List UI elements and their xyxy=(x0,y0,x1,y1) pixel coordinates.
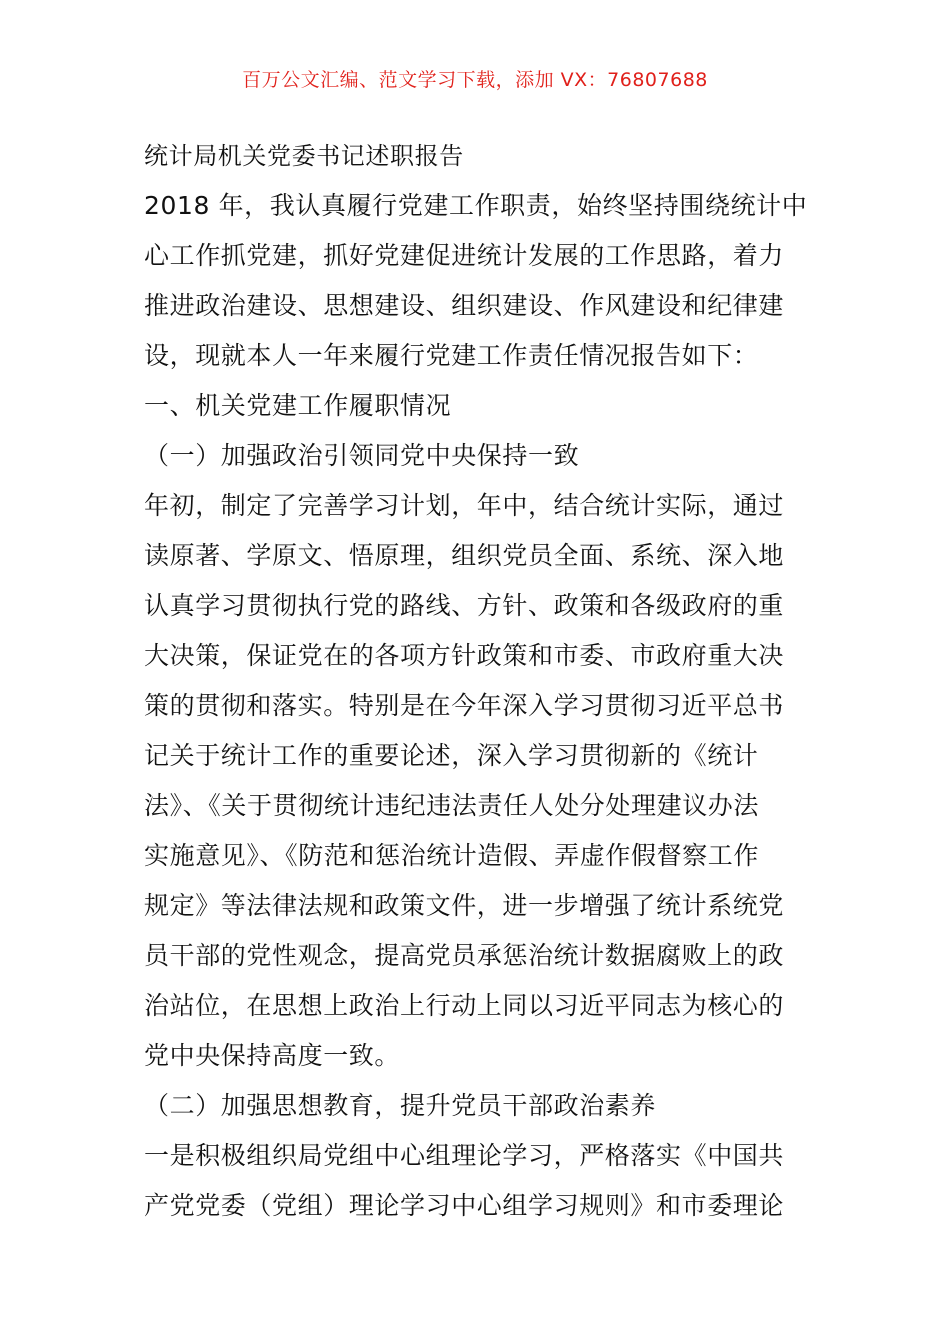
paragraph-line: 党中央保持高度一致。 xyxy=(144,1041,401,1070)
paragraph-line: 认真学习贯彻执行党的路线、方针、政策和各级政府的重 xyxy=(144,591,785,620)
document-body xyxy=(144,131,808,1231)
paragraph-line: 策的贯彻和落实。特别是在今年深入学习贯彻习近平总书 xyxy=(144,691,785,720)
paragraph-line: 治站位，在思想上政治上行动上同以习近平同志为核心的 xyxy=(144,991,785,1020)
section-heading: 一、机关党建工作履职情况 xyxy=(144,391,452,420)
paragraph-line: 产党党委（党组）理论学习中心组学习规则》和市委理论 xyxy=(144,1191,785,1220)
paragraph-line: 心工作抓党建，抓好党建促进统计发展的工作思路，着力 xyxy=(144,241,785,270)
paragraph-line: 年初，制定了完善学习计划，年中，结合统计实际，通过 xyxy=(144,491,785,520)
download-banner: 百万公文汇编、范文学习下载，添加 VX：76807688 xyxy=(242,69,708,91)
document-title: 统计局机关党委书记述职报告 xyxy=(144,142,464,170)
paragraph-line: 2018 年，我认真履行党建工作职责，始终坚持围绕统计中 xyxy=(144,191,808,220)
subsection-heading: （二）加强思想教育，提升党员干部政治素养 xyxy=(144,1091,657,1120)
paragraph-line: 读原著、学原文、悟原理，组织党员全面、系统、深入地 xyxy=(144,541,785,570)
paragraph-line: 设，现就本人一年来履行党建工作责任情况报告如下： xyxy=(144,341,759,370)
paragraph-line: 法》、《关于贯彻统计违纪违法责任人处分处理建议办法 xyxy=(144,791,760,820)
paragraph-line: 推进政治建设、思想建设、组织建设、作风建设和纪律建 xyxy=(144,291,785,320)
paragraph-line: 大决策，保证党在的各项方针政策和市委、市政府重大决 xyxy=(144,641,785,670)
subsection-heading: （一）加强政治引领同党中央保持一致 xyxy=(144,441,580,470)
paragraph-line: 一是积极组织局党组中心组理论学习，严格落实《中国共 xyxy=(144,1141,785,1170)
paragraph-line: 实施意见》、《防范和惩治统计造假、弄虚作假督察工作 xyxy=(144,841,760,870)
paragraph-line: 员干部的党性观念，提高党员承惩治统计数据腐败上的政 xyxy=(144,941,785,970)
paragraph-line: 规定》等法律法规和政策文件，进一步增强了统计系统党 xyxy=(144,891,785,920)
paragraph-line: 记关于统计工作的重要论述，深入学习贯彻新的《统计 xyxy=(144,741,759,770)
